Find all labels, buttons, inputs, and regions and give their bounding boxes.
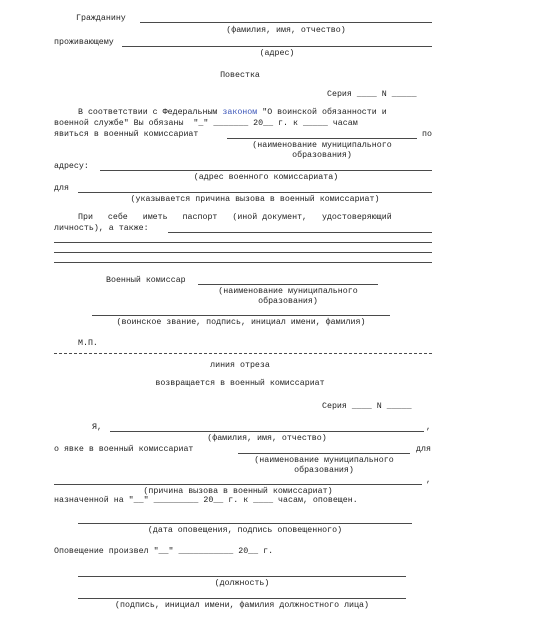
reason-caption: (указывается причина вызова в военный комиссариат) bbox=[130, 195, 380, 204]
bring-fill-line-3 bbox=[54, 252, 432, 253]
law-paragraph-line1 bbox=[78, 108, 387, 118]
bring-fill-line-2 bbox=[54, 242, 432, 243]
appear-po-label: по bbox=[422, 130, 432, 139]
cut-dashed-line bbox=[54, 353, 432, 354]
commissar-line bbox=[198, 284, 378, 285]
appearance-caption-2: образования) bbox=[294, 466, 354, 475]
tear-reason-line bbox=[54, 484, 422, 485]
commissariat-caption-2: образования) bbox=[292, 151, 352, 160]
reason-label: для bbox=[54, 184, 69, 193]
commissar-rank-line bbox=[92, 315, 390, 316]
commissariat-address-line bbox=[100, 170, 432, 171]
law-paragraph-start: В соответствии с Федеральным bbox=[78, 108, 223, 117]
position-line bbox=[78, 576, 406, 577]
residing-address-caption: (адрес) bbox=[259, 49, 295, 58]
position-caption: (должность) bbox=[214, 579, 270, 588]
notified-by-line: Оповещение произвел "__" ___________ 20__ г. bbox=[54, 547, 274, 556]
document-title: Повестка bbox=[220, 71, 260, 80]
tear-reason-caption: (причина вызова в военный комиссариат) bbox=[143, 487, 333, 496]
return-notice: возвращается в военный комиссариат bbox=[155, 379, 325, 388]
citizen-name-caption: (фамилия, имя, отчество) bbox=[226, 26, 346, 35]
notify-line bbox=[78, 523, 412, 524]
stamp-place: М.П. bbox=[78, 339, 98, 348]
notify-caption: (дата оповещения, подпись оповещенного) bbox=[147, 526, 343, 535]
appear-commissariat-label: явиться в военный комиссариат bbox=[54, 130, 199, 139]
bring-line2: личность), а также: bbox=[54, 224, 149, 233]
i-name-line bbox=[110, 431, 424, 432]
commissariat-address-caption: (адрес военного комиссариата) bbox=[193, 173, 339, 182]
commissar-label: Военный комиссар bbox=[106, 276, 186, 285]
appearance-line bbox=[238, 453, 410, 454]
appearance-for-label: для bbox=[416, 445, 431, 454]
cut-line-label: линия отреза bbox=[210, 361, 270, 370]
tear-series-number: Серия ____ N _____ bbox=[322, 402, 412, 411]
tear-reason-comma: , bbox=[426, 476, 431, 485]
citizen-name-line bbox=[140, 22, 432, 23]
bring-fill-line-4 bbox=[54, 262, 432, 263]
residing-label: проживающему bbox=[54, 38, 114, 47]
bring-fill-line-1 bbox=[168, 232, 432, 233]
series-number: Серия ____ N _____ bbox=[327, 90, 417, 99]
to-citizen-label: Гражданину bbox=[76, 14, 126, 23]
commissar-caption-2: образования) bbox=[258, 297, 318, 306]
i-name-caption: (фамилия, имя, отчество) bbox=[207, 434, 327, 443]
official-sign-caption: (подпись, инициал имени, фамилия должностного лица) bbox=[115, 601, 369, 610]
i-label: Я, bbox=[92, 423, 102, 432]
official-sign-line bbox=[78, 598, 406, 599]
i-comma: , bbox=[426, 423, 431, 432]
residing-address-line bbox=[122, 46, 432, 47]
commissar-rank-caption: (воинское звание, подпись, инициал имени, фамилия) bbox=[116, 318, 366, 327]
law-paragraph-line2: военной службе" Вы обязаны "_" _______ 20__ г. к _____ часам bbox=[54, 119, 358, 128]
bring-line1: При себе иметь паспорт (иной документ, удостоверяющий bbox=[78, 213, 392, 222]
reason-line bbox=[78, 192, 432, 193]
appearance-label: о явке в военный комиссариат bbox=[54, 445, 194, 454]
scheduled-line: назначенной на "__" _________ 20__ г. к ____ часам, оповещен. bbox=[54, 496, 358, 505]
address-label: адресу: bbox=[54, 162, 89, 171]
law-paragraph-end: "О воинской обязанности и bbox=[257, 108, 387, 117]
appearance-caption-1: (наименование муниципального bbox=[254, 456, 394, 465]
commissar-caption-1: (наименование муниципального bbox=[218, 287, 358, 296]
commissariat-name-line bbox=[227, 138, 417, 139]
law-link[interactable]: законом bbox=[222, 108, 258, 117]
commissariat-caption-1: (наименование муниципального bbox=[252, 141, 392, 150]
